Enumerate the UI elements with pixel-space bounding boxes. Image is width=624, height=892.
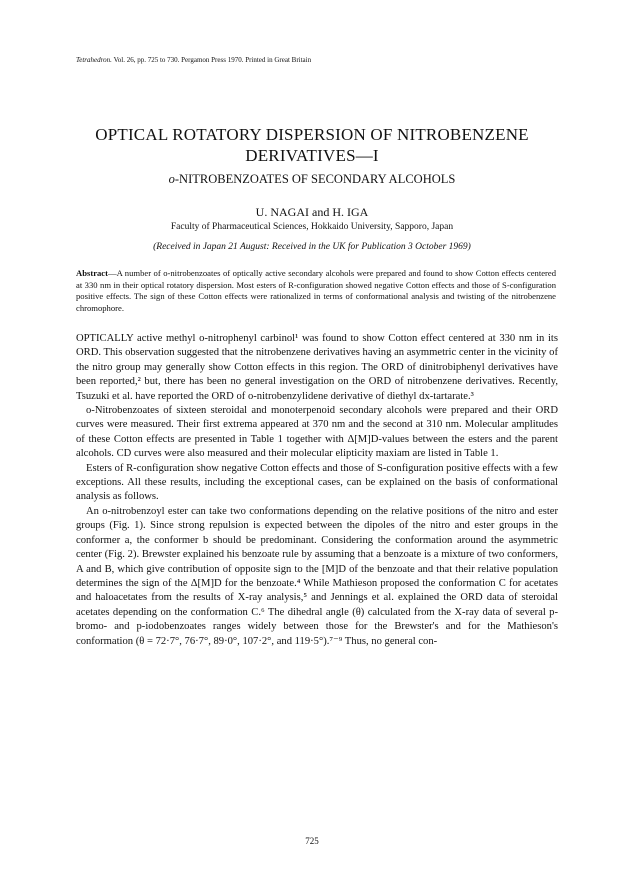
- paragraph: An o-nitrobenzoyl ester can take two conformations depending on the relative positions of the nitro and ester groups (Fig. 1). Since strong repulsion is expected between the dipoles of the nitro and ester groups in the conformer a, the conformer b should be predominant. Considering the conformation around the asymmetric center (Fig. 2). Brewster explained his benzoate rule by assuming that a benzoate is a mixture of two conformers, A and B, which give contribution of opposite sign to the [M]D of the benzoate and that their relative population determines the sign of the Δ[M]D for the benzoate.⁴ While Mathieson proposed the conformation C for acetates and haloacetates from the results of X-ray analysis,⁵ and Jennings et al. explained the ORD data of steroidal acetates depending on the conformation C.⁶ The dihedral angle (θ) calculated from the X-ray data of several p-bromo- and p-iodobenzoates ranges widely between those for the Brewster's and for the Mathieson's conformation (θ = 72·7°, 76·7°, 89·0°, 107·2°, and 119·5°).⁷⁻⁹ Thus, no general con-: [76, 505, 558, 647]
- article-subtitle: [40, 172, 584, 187]
- authors: U. NAGAI and H. IGA: [255, 205, 369, 219]
- journal-name: Tetrahedron.: [76, 56, 112, 64]
- received-dates: (Received in Japan 21 August: Received in the UK for Publication 3 October 1969): [153, 242, 471, 252]
- article-title: OPTICAL ROTATORY DISPERSION OF NITROBENZENE DERIVATIVES—I: [95, 125, 529, 165]
- body-text: [76, 332, 558, 649]
- abstract: [76, 268, 556, 314]
- paragraph: OPTICALLY active methyl o-nitrophenyl carbinol¹ was found to show Cotton effect centered at 330 nm in its ORD. This observation suggested that the nitrobenzene derivatives having an asymmetric center in the vicinity of the nitro group may generally show Cotton effects in this region. The ORD of dinitrobiphenyl derivatives have been reported,² but, there has been no general investigation on the ORD of nitrobenzene derivatives. Recently, Tsuzuki et al. have reported the ORD of o-nitrobenzylidene derivative of diethyl dx-tartarate.³: [76, 333, 558, 402]
- subtitle-prefix: o: [168, 172, 175, 186]
- abstract-text: —A number of o-nitrobenzoates of optically active secondary alcohols were prepared and found to show Cotton effects centered at 330 nm in their optical rotatory dispersion. Most esters of R-configuration showed negative Cotton effects and those of S-configuration positive effects. The sign of these Cotton effects were rationalized in terms of conformational analysis and twisting of the nitrobenzene chromophore.: [76, 268, 556, 313]
- paragraph: Esters of R-configuration show negative Cotton effects and those of S-configuration positive effects with a few exceptions. All these results, including the exceptional cases, can be explained on the basis of conformational analysis as follows.: [76, 462, 558, 503]
- paragraph: o-Nitrobenzoates of sixteen steroidal and monoterpenoid secondary alcohols were prepared and their ORD curves were measured. Their first extrema appeared at 370 nm and the second at 310 nm. Molecular amplitudes of these Cotton effects are presented in Table 1 together with Δ[M]D-values between the esters and the parent alcohols. CD curves were also measured and their molecular elipticity maxiam are listed in Table 1.: [76, 405, 558, 460]
- citation-line: Vol. 26, pp. 725 to 730. Pergamon Press 1970. Printed in Great Britain: [113, 56, 312, 64]
- abstract-label: Abstract: [76, 268, 108, 278]
- affiliation: Faculty of Pharmaceutical Sciences, Hokkaido University, Sapporo, Japan: [170, 222, 454, 232]
- page-number: 725: [305, 836, 319, 846]
- running-head: [76, 56, 311, 64]
- subtitle-text: -NITROBENZOATES OF SECONDARY ALCOHOLS: [174, 172, 456, 186]
